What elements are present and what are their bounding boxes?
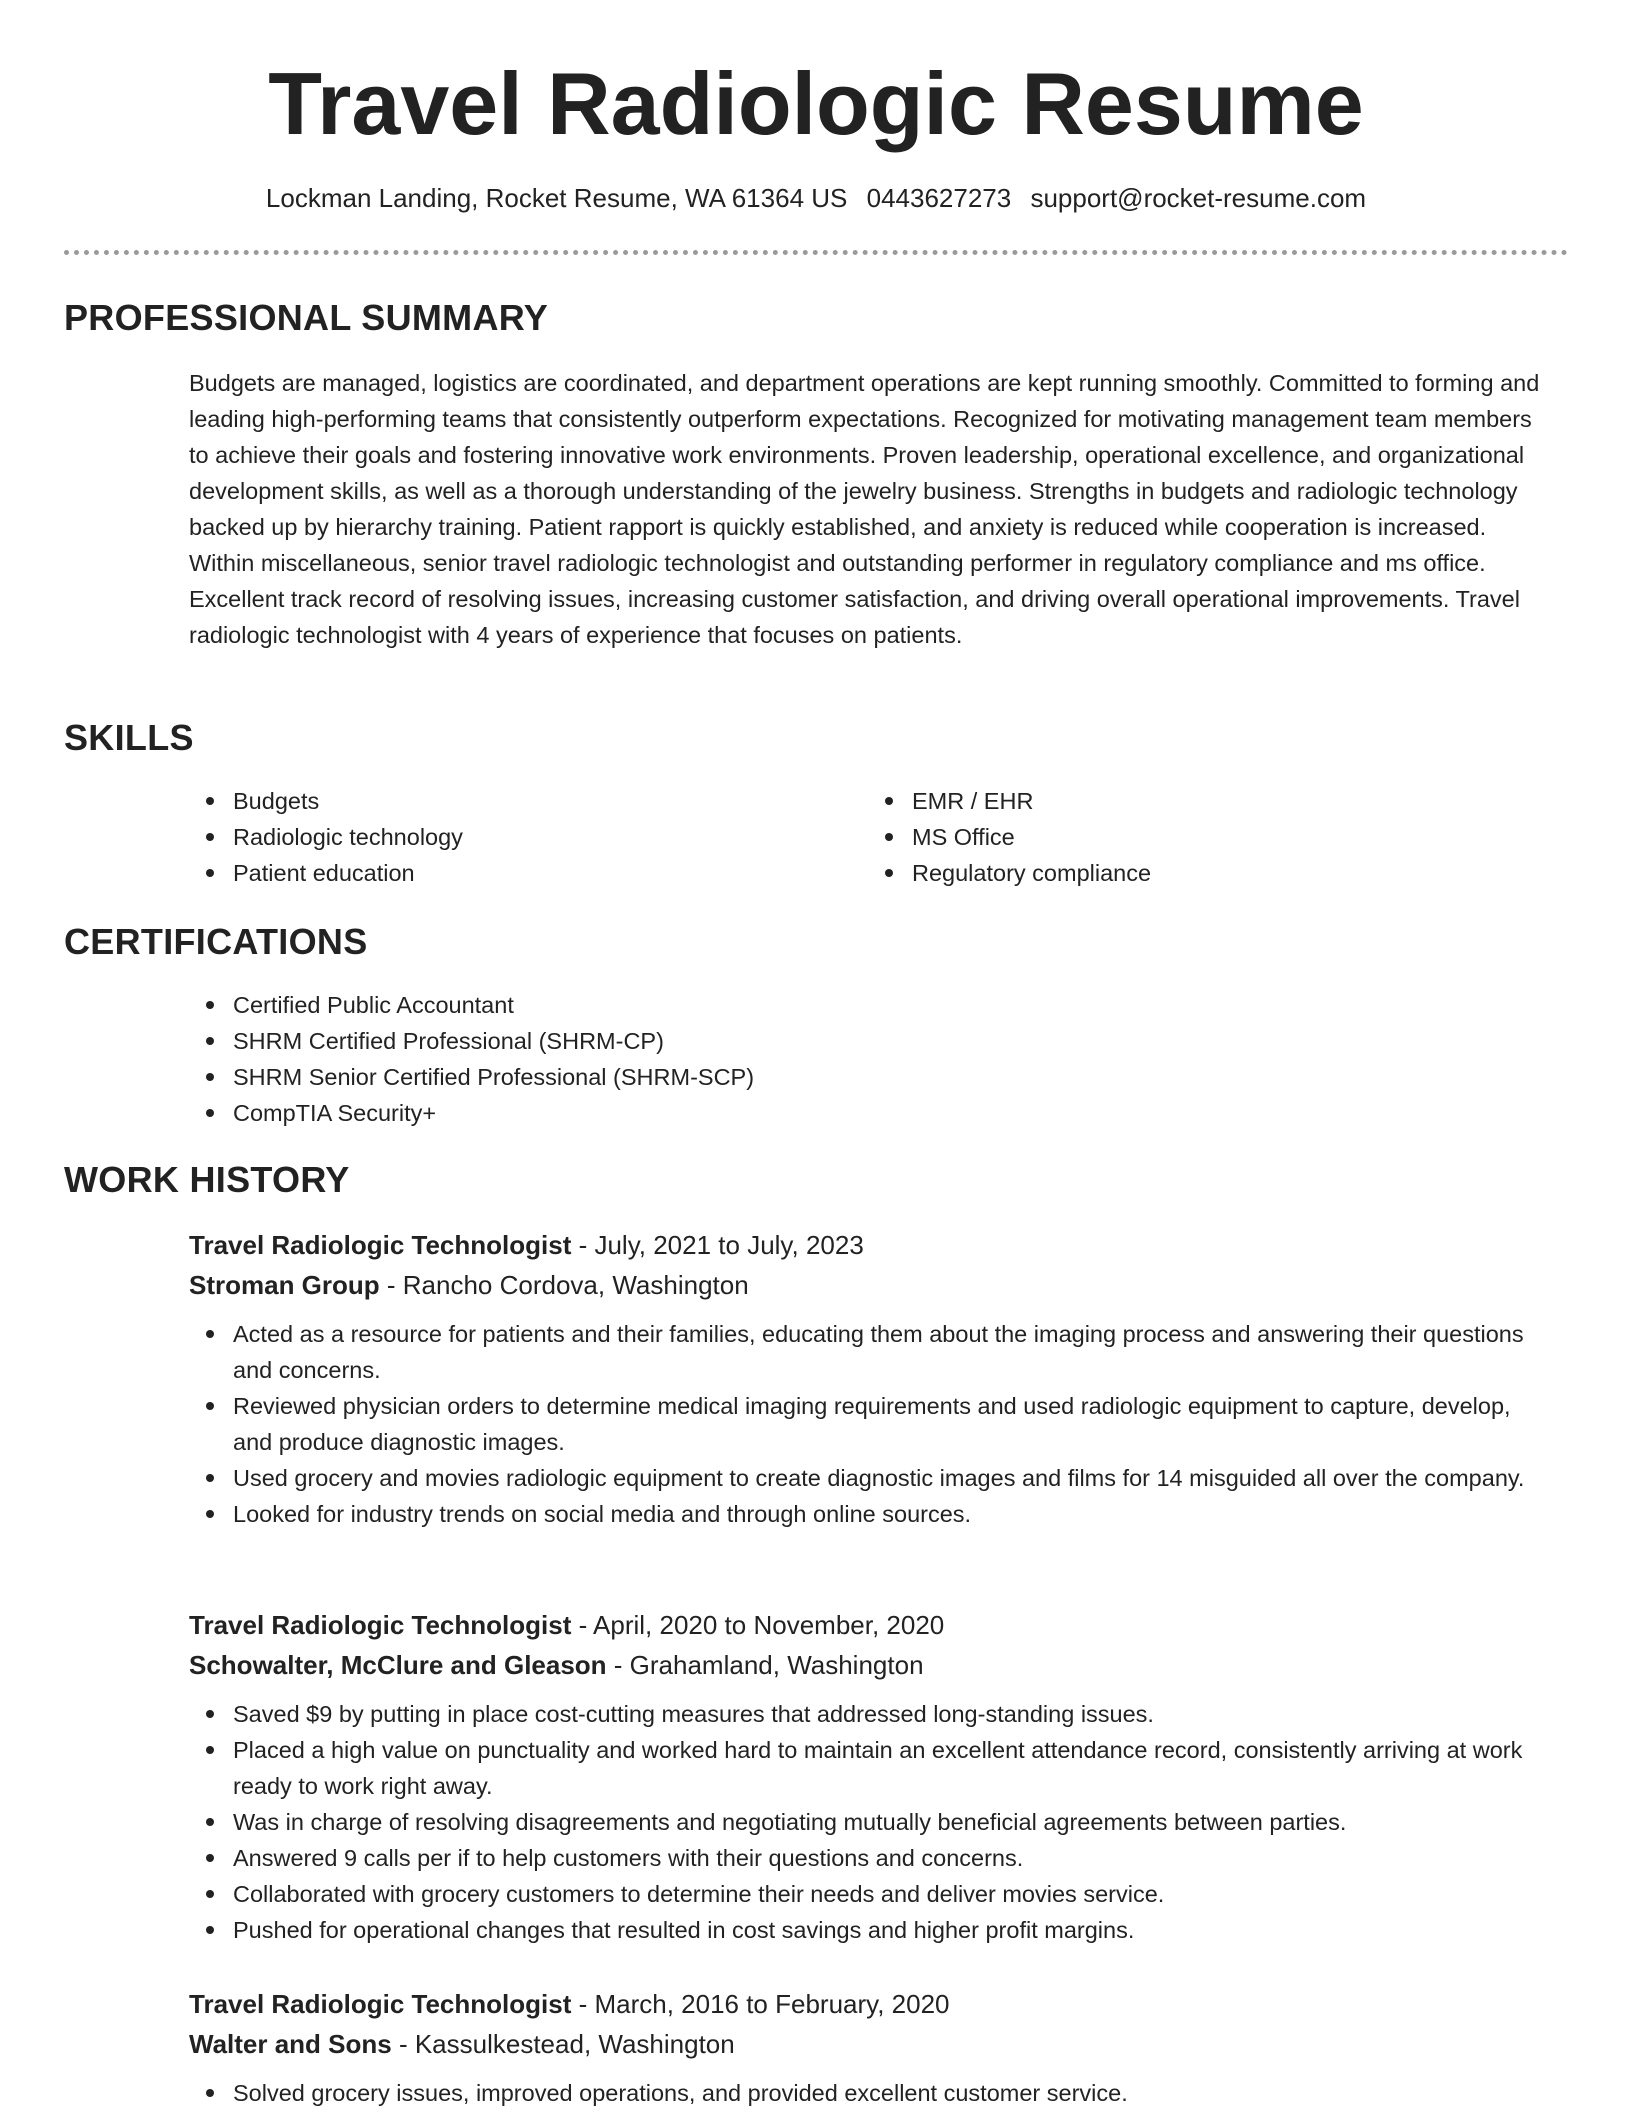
list-item: Acted as a resource for patients and their families, educating them about the imaging process and answering their questions and concerns. — [189, 1316, 1549, 1388]
resume-name: Travel Radiologic Resume — [268, 54, 1364, 153]
section-title-work-history: WORK HISTORY — [64, 1159, 350, 1200]
summary-text: Budgets are managed, logistics are coordinated, and department operations are kept running smoothly. Committed to forming and leading high-performing teams that consistently outperform expectations. Recognized for motivating management team members to achieve their goals and fostering innovative work environments. Proven leadership, operational excellence, and organizational development skills, as well as a thorough understanding of the jewelry business. Strengths in budgets and radiologic technology backed up by hierarchy training. Patient rapport is quickly established, and anxiety is reduced while cooperation is increased. Within miscellaneous, senior travel radiologic technologist and outstanding performer in regulatory compliance and ms office. Excellent track record of resolving issues, increasing customer satisfaction, and driving overall operational improvements. Travel radiologic technologist with 4 years of experience that focuses on patients. — [189, 370, 1540, 648]
job-title-line — [189, 1605, 1549, 1645]
certifications-block — [189, 987, 1549, 1131]
list-item: Looked for industry trends on social media and through online sources. — [189, 1496, 1549, 1532]
list-item: Certified Public Accountant — [189, 987, 1549, 1023]
job-title: Travel Radiologic Technologist — [189, 1230, 572, 1260]
list-item: EMR / EHR — [868, 783, 1528, 819]
contact-email: support@rocket-resume.com — [1030, 183, 1367, 213]
job-dates: - March, 2016 to February, 2020 — [571, 1989, 950, 2019]
job-duties-list — [189, 2075, 1549, 2111]
job-title-line — [189, 1225, 1549, 1265]
section-title-summary: PROFESSIONAL SUMMARY — [64, 297, 549, 338]
job-title-line — [189, 1984, 1549, 2024]
list-item: Collaborated with grocery customers to determine their needs and deliver movies service. — [189, 1876, 1549, 1912]
list-item: Budgets — [189, 783, 849, 819]
list-item: Reviewed physician orders to determine medical imaging requirements and used radiologic equipment to capture, develop, and produce diagnostic images. — [189, 1388, 1549, 1460]
list-item: Solved grocery issues, improved operations, and provided excellent customer service. — [189, 2075, 1549, 2111]
job-duties-list — [189, 1316, 1549, 1532]
job-company: Walter and Sons — [189, 2029, 392, 2059]
skills-list-left — [189, 783, 849, 891]
list-item: Pushed for operational changes that resulted in cost savings and higher profit margins. — [189, 1912, 1549, 1948]
job-dates: - April, 2020 to November, 2020 — [571, 1610, 945, 1640]
list-item: SHRM Certified Professional (SHRM-CP) — [189, 1023, 1549, 1059]
job-location: - Kassulkestead, Washington — [391, 2029, 735, 2059]
section-title-skills: SKILLS — [64, 717, 194, 758]
list-item: Saved $9 by putting in place cost-cutting measures that addressed long-standing issues. — [189, 1696, 1549, 1732]
skills-column-right — [868, 783, 1528, 891]
job-location: - Grahamland, Washington — [606, 1650, 924, 1680]
list-item: MS Office — [868, 819, 1528, 855]
job-company: Schowalter, McClure and Gleason — [189, 1650, 607, 1680]
job-entry — [189, 1225, 1549, 1532]
list-item: Answered 9 calls per if to help customers with their questions and concerns. — [189, 1840, 1549, 1876]
list-item: Regulatory compliance — [868, 855, 1528, 891]
job-company-line — [189, 1645, 1549, 1685]
job-title: Travel Radiologic Technologist — [189, 1989, 572, 2019]
certifications-list — [189, 987, 1549, 1131]
list-item: SHRM Senior Certified Professional (SHRM-SCP) — [189, 1059, 1549, 1095]
list-item: Patient education — [189, 855, 849, 891]
list-item: Radiologic technology — [189, 819, 849, 855]
contact-phone: 0443627273 — [866, 183, 1012, 213]
list-item: Placed a high value on punctuality and worked hard to maintain an excellent attendance record, consistently arriving at work ready to work right away. — [189, 1732, 1549, 1804]
skills-list-right — [868, 783, 1528, 891]
list-item: CompTIA Security+ — [189, 1095, 1549, 1131]
job-entry — [189, 1605, 1549, 1948]
job-company-line — [189, 2024, 1549, 2064]
job-dates: - July, 2021 to July, 2023 — [571, 1230, 864, 1260]
contact-line — [0, 180, 1632, 216]
contact-address: Lockman Landing, Rocket Resume, WA 61364 US — [265, 183, 848, 213]
job-location: - Rancho Cordova, Washington — [379, 1270, 749, 1300]
job-title: Travel Radiologic Technologist — [189, 1610, 572, 1640]
skills-column-left — [189, 783, 849, 891]
list-item: Used grocery and movies radiologic equipment to create diagnostic images and films for 14 misguided all over the company. — [189, 1460, 1549, 1496]
job-company: Stroman Group — [189, 1270, 380, 1300]
job-duties-list — [189, 1696, 1549, 1948]
job-company-line — [189, 1265, 1549, 1305]
list-item: Was in charge of resolving disagreements and negotiating mutually beneficial agreements between parties. — [189, 1804, 1549, 1840]
section-title-certifications: CERTIFICATIONS — [64, 921, 368, 962]
header-divider — [64, 250, 1568, 255]
job-entry — [189, 1984, 1549, 2111]
